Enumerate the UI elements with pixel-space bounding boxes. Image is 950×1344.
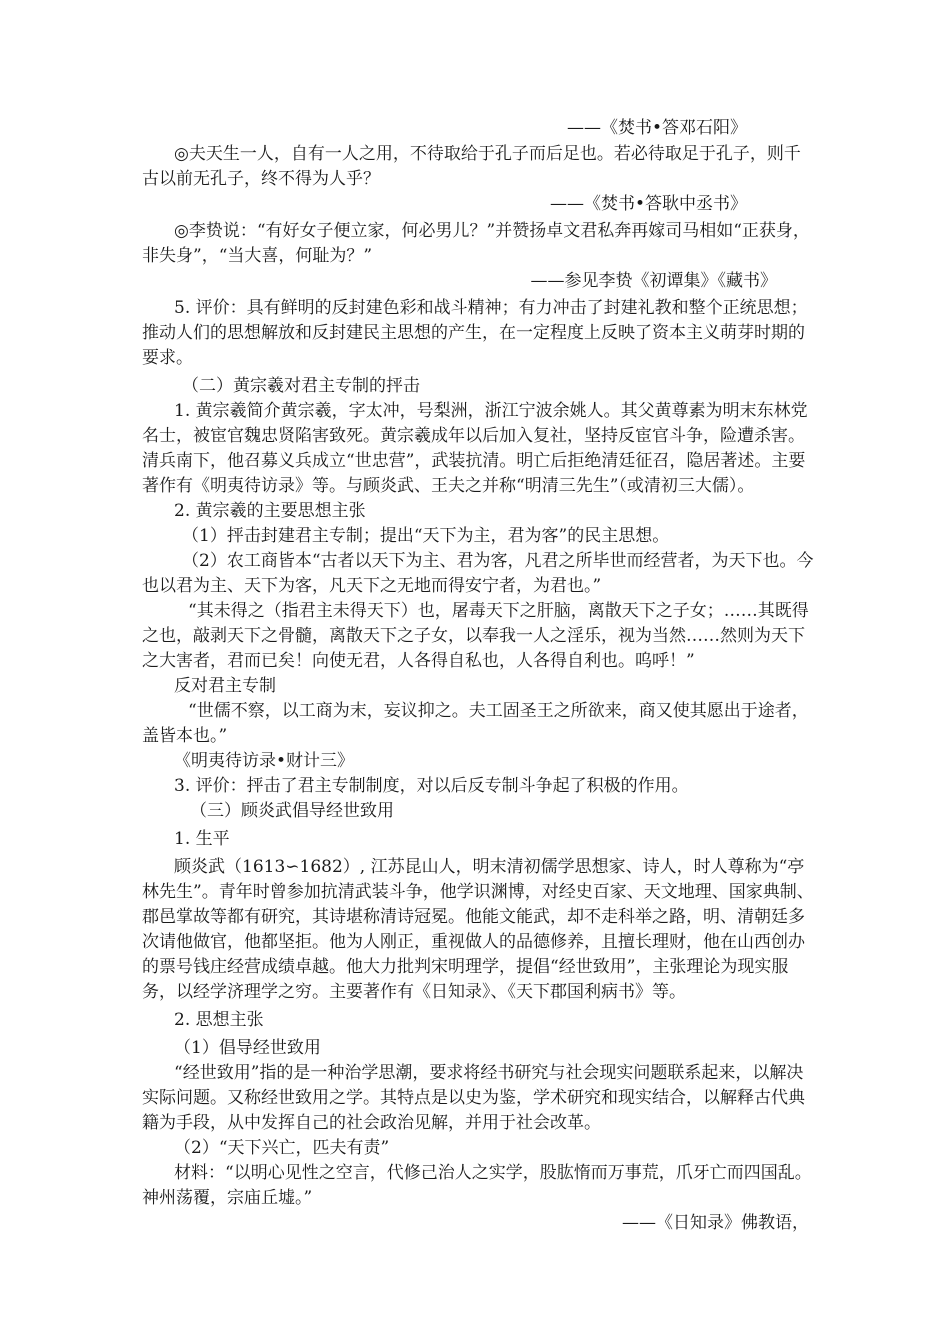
body-paragraph: （2）农工商皆本“古者以天下为主、君为客，凡君之所毕世而经营者，为天下也。今也以君为主、天下为客，凡天下之无地而得安宁者，为君也。” [142,551,814,596]
section-heading: （二）黄宗羲对君主专制的抨击 [182,376,420,396]
quote-paragraph: ◎李贽说：“有好女子便立家，何必男儿？”并赞扬卓文君私奔再嫁司马相如“正获身，非失身”，“当大喜，何耻为？” [142,221,810,266]
list-item: （2）“天下兴亡，匹夫有责” [174,1138,390,1158]
quote-paragraph: 材料：“以明心见性之空言，代修己治人之实学，股肱惰而万事荒，爪牙亡而四国乱。神州荡覆，宗庙丘墟。” [142,1163,812,1208]
subheading: 1. 生平 [174,829,230,849]
body-paragraph: 1. 黄宗羲简介黄宗羲，字太冲，号梨洲，浙江宁波余姚人。其父黄尊素为明末东林党名士，被宦官魏忠贤陷害致死。黄宗羲成年以后加入复社，坚持反宦官斗争，险遭杀害。清兵南下，他召募义兵成立“世忠营”，武装抗清。明亡后拒绝清廷征召，隐居著述。主要著作有《明夷待访录》等。与顾炎武、王夫之并称“明清三先生”（或清初三大儒）。 [142,401,808,496]
citation-fenshu-geng: ——《焚书•答耿中丞书》 [549,194,747,214]
subheading: 2. 黄宗羲的主要思想主张 [174,501,366,521]
citation-rizhilu: ——《日知录》佛教语， [622,1213,809,1233]
body-paragraph: 顾炎武（1613∽1682）, 江苏昆山人，明末清初儒学思想家、诗人，时人尊称为“亭林先生”。青年时曾参加抗清武装斗争，他学识渊博，对经史百家、天文地理、国家典制、郡邑掌故等都有研究，其诗堪称清诗冠冕。他能文能武，却不走科举之路，明、清朝廷多次请他做官，他都坚拒。他为人刚正，重视做人的品德修养，且擅长理财，他在山西创办的票号钱庄经营成绩卓越。他大力批判宋明理学，提倡“经世致用”，主张理论为现实服务，以经学济理学之穷。主要著作有《日知录》、《天下郡国利病书》等。 [142,857,814,1002]
subheading: 2. 思想主张 [174,1010,264,1030]
evaluation-paragraph: 3. 评价：抨击了君主专制制度，对以后反专制斗争起了积极的作用。 [174,776,689,796]
evaluation-paragraph: 5. 评价：具有鲜明的反封建色彩和战斗精神；有力冲击了封建礼教和整个正统思想；推动人们的思想解放和反封建民主思想的产生，在一定程度上反映了资本主义萌芽时期的要求。 [142,298,808,368]
citation-lizhi-books: ——参见李贽《初谭集》《藏书》 [530,271,777,291]
document-body [142,116,817,1236]
list-item: （1）抨击封建君主专制；提出“天下为主，君为客”的民主思想。 [182,526,670,546]
quote-paragraph: “世儒不察，以工商为末，妄议抑之。夫工固圣王之所欲来，商又使其愿出于途者，盖皆本也。” [142,701,809,746]
body-paragraph: “经世致用”指的是一种治学思潮，要求将经书研究与社会现实问题联系起来，以解决实际问题。又称经世致用之学。其特点是以史为鉴，学术研究和现实结合，以解释古代典籍为手段，从中发挥自己的社会政治见解，并用于社会改革。 [142,1063,805,1133]
citation-fenshu-deng: ——《焚书•答邓石阳》 [566,118,747,138]
quote-paragraph: ◎夫天生一人，自有一人之用，不待取给于孔子而后足也。若必待取足于孔子，则千古以前无孔子，终不得为人乎？ [142,144,801,189]
list-item: （1）倡导经世致用 [174,1038,321,1058]
section-heading: （三）顾炎武倡导经世致用 [190,801,394,821]
quote-paragraph: “其未得之（指君主未得天下）也，屠毒天下之肝脑，离散天下之子女；……其既得之也，敲剥天下之骨髓，离散天下之子女，以奉我一人之淫乐，视为当然……然则为天下之大害者，君而已矣！向使无君，人各得自私也，人各得自利也。呜呼！” [142,601,809,671]
body-line: 反对君主专制 [174,676,276,696]
citation-mingyi: 《明夷待访录•财计三》 [174,751,355,771]
